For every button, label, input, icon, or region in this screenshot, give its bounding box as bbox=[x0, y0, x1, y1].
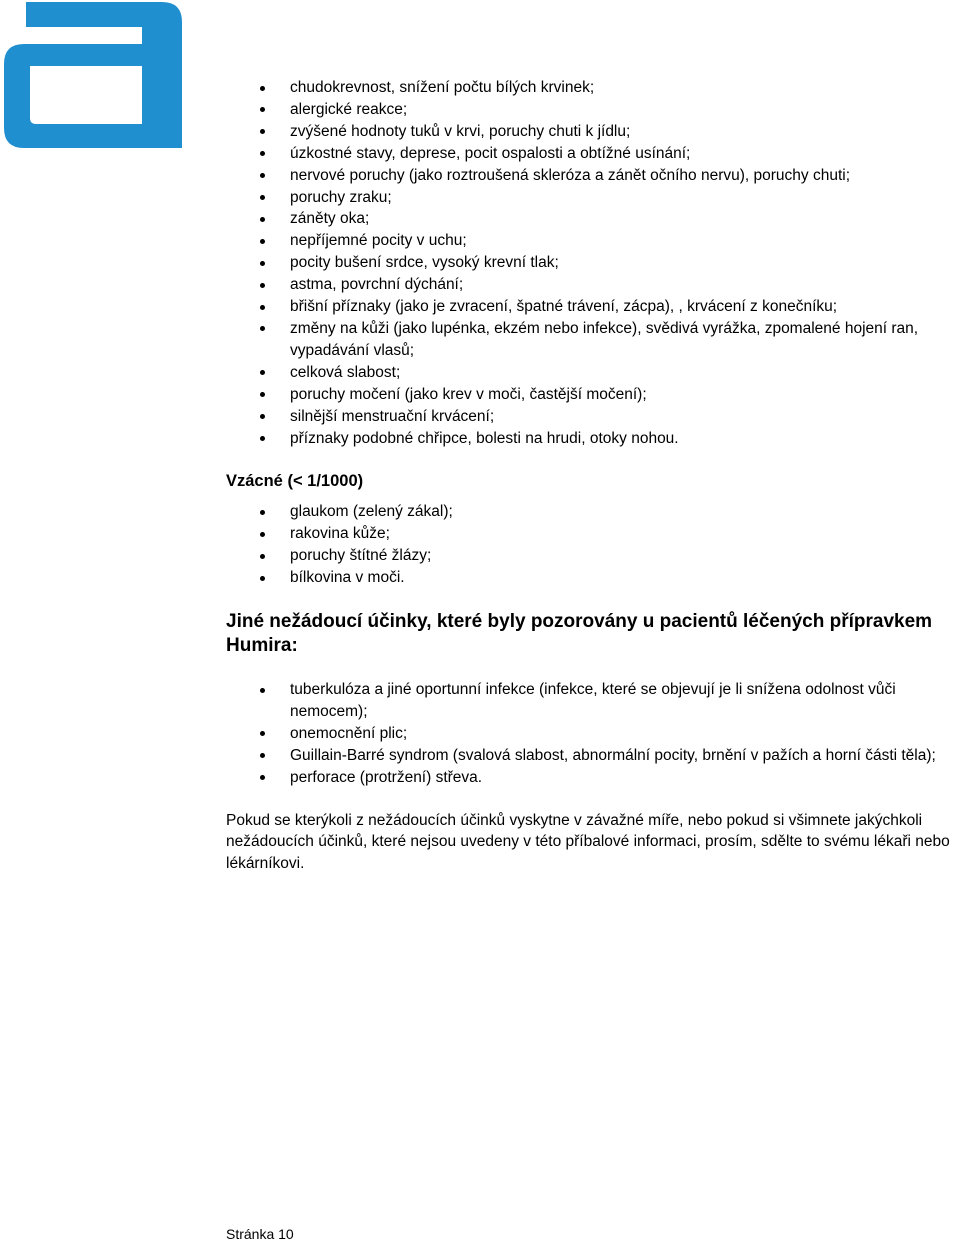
list-item: záněty oka; bbox=[226, 208, 960, 230]
list-item: bílkovina v moči. bbox=[226, 567, 960, 589]
rare-effects-list bbox=[226, 501, 960, 589]
list-item: tuberkulóza a jiné oportunní infekce (infekce, které se objevují je li snížena odolnost vůči nemocem); bbox=[226, 679, 960, 723]
list-item: poruchy močení (jako krev v moči, častější močení); bbox=[226, 384, 960, 406]
list-item: rakovina kůže; bbox=[226, 523, 960, 545]
list-item: břišní příznaky (jako je zvracení, špatné trávení, zácpa), , krvácení z konečníku; bbox=[226, 296, 960, 318]
list-item: pocity bušení srdce, vysoký krevní tlak; bbox=[226, 252, 960, 274]
side-effects-list bbox=[226, 77, 960, 449]
list-item: silnější menstruační krvácení; bbox=[226, 406, 960, 428]
list-item: poruchy zraku; bbox=[226, 187, 960, 209]
page-number: Stránka 10 bbox=[226, 1226, 294, 1242]
list-item: onemocnění plic; bbox=[226, 723, 960, 745]
list-item: perforace (protržení) střeva. bbox=[226, 767, 960, 789]
closing-paragraph: Pokud se kterýkoli z nežádoucích účinků vyskytne v závažné míře, nebo pokud si všimnete jakýchkoli nežádoucích účinků, které nejsou uvedeny v této příbalové informaci, prosím, sdělte to svému lékaři nebo lékárníkovi. bbox=[226, 811, 950, 873]
logo-shape bbox=[4, 2, 182, 148]
other-effects-heading: Jiné nežádoucí účinky, které byly pozorovány u pacientů léčených přípravkem Humira: bbox=[226, 611, 933, 657]
other-effects-list bbox=[226, 679, 960, 789]
list-item: chudokrevnost, snížení počtu bílých krvinek; bbox=[226, 77, 960, 99]
list-item: změny na kůži (jako lupénka, ekzém nebo infekce), svědivá vyrážka, zpomalené hojení ran, vypadávání vlasů; bbox=[226, 318, 960, 362]
list-item: úzkostné stavy, deprese, pocit ospalosti a obtížné usínání; bbox=[226, 143, 960, 165]
list-item: příznaky podobné chřipce, bolesti na hrudi, otoky nohou. bbox=[226, 428, 960, 450]
list-item: astma, povrchní dýchání; bbox=[226, 274, 960, 296]
document-body bbox=[226, 77, 960, 875]
list-item: nepříjemné pocity v uchu; bbox=[226, 230, 960, 252]
list-item: alergické reakce; bbox=[226, 99, 960, 121]
list-item: nervové poruchy (jako roztroušená skleróza a zánět očního nervu), poruchy chuti; bbox=[226, 165, 960, 187]
rare-heading: Vzácné (< 1/1000) bbox=[226, 472, 364, 491]
list-item: poruchy štítné žlázy; bbox=[226, 545, 960, 567]
company-logo bbox=[2, 2, 184, 150]
list-item: celková slabost; bbox=[226, 362, 960, 384]
list-item: Guillain-Barré syndrom (svalová slabost, abnormální pocity, brnění v pažích a horní části těla); bbox=[226, 745, 960, 767]
list-item: glaukom (zelený zákal); bbox=[226, 501, 960, 523]
list-item: zvýšené hodnoty tuků v krvi, poruchy chuti k jídlu; bbox=[226, 121, 960, 143]
